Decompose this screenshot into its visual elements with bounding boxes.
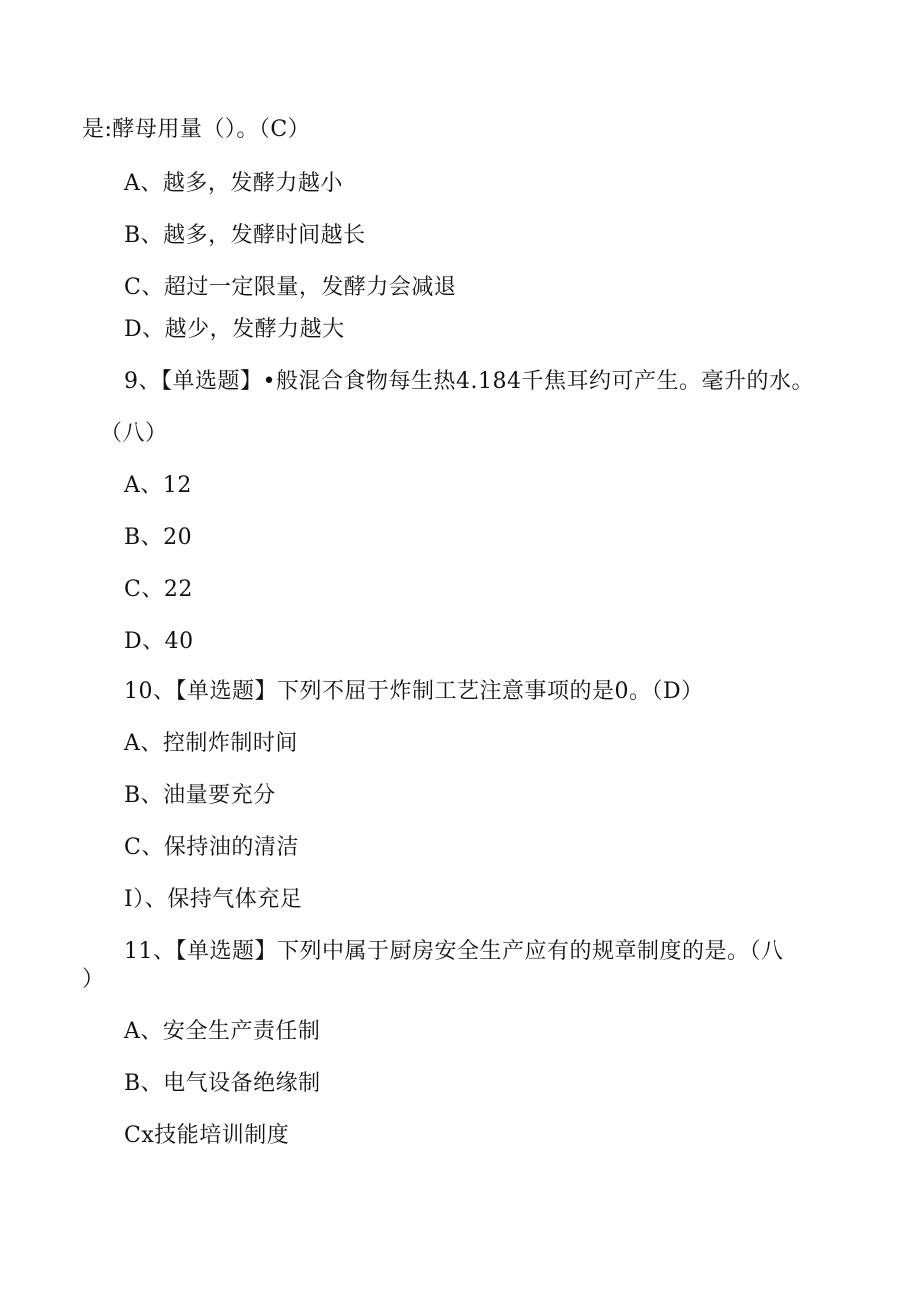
option-9-c: C、22 <box>124 577 193 602</box>
option-9-a: A、12 <box>124 473 192 498</box>
option-10-d: I）、保持气体充足 <box>124 887 303 912</box>
option-8-b: B、越多，发酵时间越长 <box>124 223 366 248</box>
question-11-continuation: ） <box>82 967 105 992</box>
question-8-continuation: 是:酵母用量（）。（C） <box>82 117 311 142</box>
question-9-answer: （八） <box>100 421 168 446</box>
option-10-a: A、控制炸制时间 <box>124 731 298 756</box>
option-8-d: D、越少，发酵力越大 <box>124 317 345 342</box>
option-11-c: Cx技能培训制度 <box>124 1123 290 1148</box>
option-11-b: B、电气设备绝缘制 <box>124 1071 321 1096</box>
question-11: 11、【单选题】下列中属于厨房安全生产应有的规章制度的是。（八 <box>124 939 784 964</box>
option-8-c: C、超过一定限量，发酵力会减退 <box>124 275 457 300</box>
question-10: 10、【单选题】下列不屈于炸制工艺注意事项的是0。（D） <box>124 679 704 704</box>
option-9-d: D、40 <box>124 629 194 654</box>
question-9: 9、【单选题】•般混合食物每生热4.184千焦耳约可产生。毫升的水。 <box>124 369 814 394</box>
option-10-b: B、油量要充分 <box>124 783 276 808</box>
option-10-c: C、保持油的清洁 <box>124 835 299 860</box>
option-9-b: B、20 <box>124 525 193 550</box>
option-11-a: A、安全生产责任制 <box>124 1019 321 1044</box>
option-8-a: A、越多，发酵力越小 <box>124 171 343 196</box>
